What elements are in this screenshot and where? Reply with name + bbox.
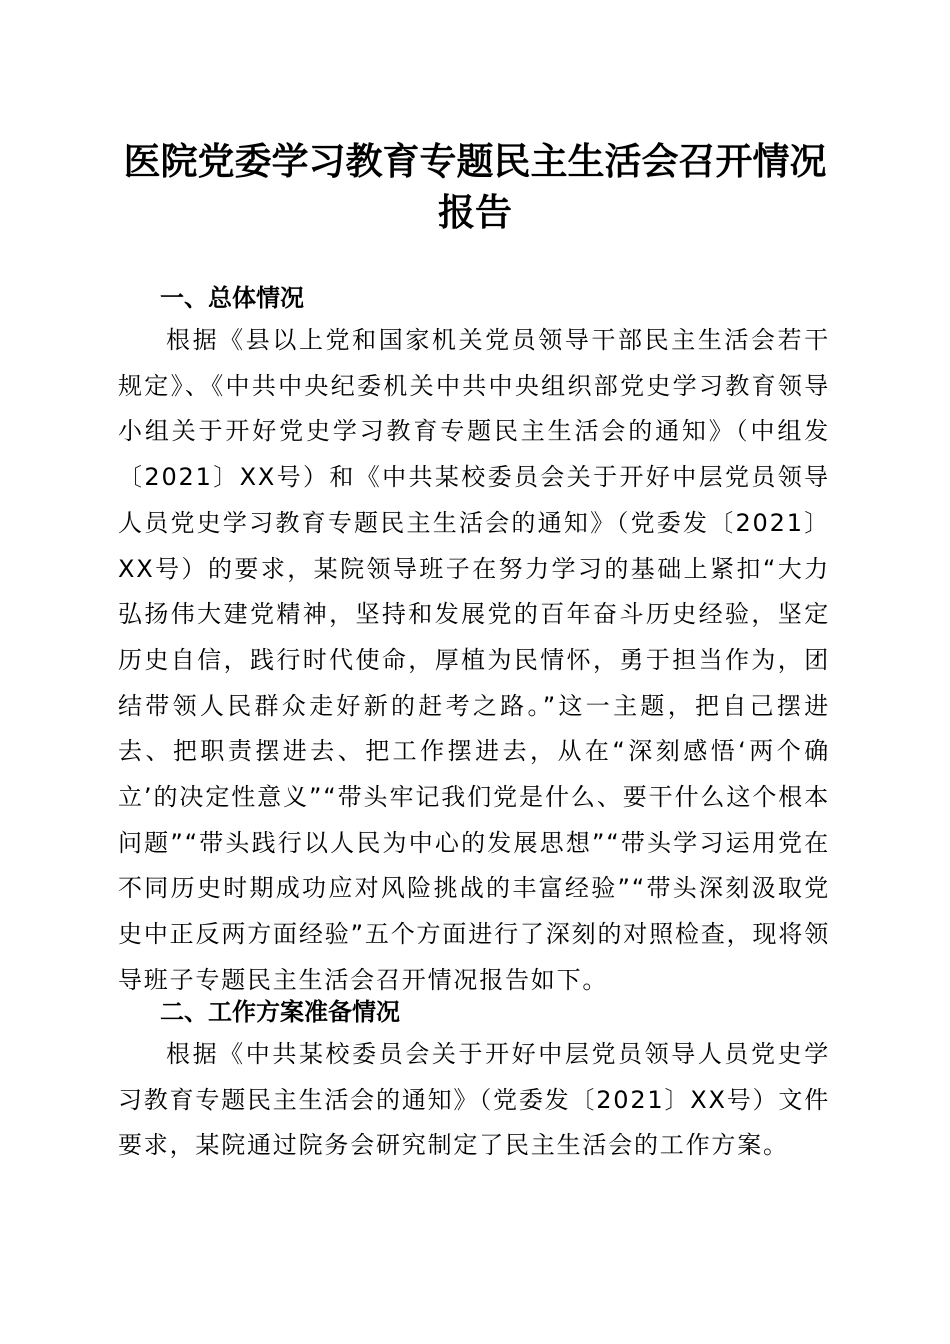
section-heading-overview: 一、总体情况	[160, 284, 304, 312]
section-paragraph-preparation: 根据《中共某校委员会关于开好中层党员领导人员党史学习教育专题民主生活会的通知》（党委发〔2021〕XX号）文件要求，某院通过院务会研究制定了民主生活会的工作方案。	[118, 1040, 830, 1160]
section-paragraph-overview: 根据《县以上党和国家机关党员领导干部民主生活会若干规定》、《中共中央纪委机关中共中央组织部党史学习教育领导小组关于开好党史学习教育专题民主生活会的通知》（中组发〔2021〕XX号）和《中共某校委员会关于开好中层党员领导人员党史学习教育专题民主生活会的通知》（党委发〔2021〕XX号）的要求，某院领导班子在努力学习的基础上紧扣“大力弘扬伟大建党精神，坚持和发展党的百年奋斗历史经验，坚定历史自信，践行时代使命，厚植为民情怀，勇于担当作为，团结带领人民群众走好新的赶考之路。”这一主题，把自己摆进去、把职责摆进去、把工作摆进去，从在“深刻感悟‘两个确立’的决定性意义”“带头牢记我们党是什么、要干什么这个根本问题”“带头践行以人民为中心的发展思想”“带头学习运用党在不同历史时期成功应对风险挑战的丰富经验”“带头深刻汲取党史中正反两方面经验”五个方面进行了深刻的对照检查，现将领导班子专题民主生活会召开情况报告如下。	[118, 326, 830, 994]
document-title: 医院党委学习教育专题民主生活会召开情况报告	[123, 139, 827, 234]
section-heading-preparation: 二、工作方案准备情况	[160, 998, 400, 1026]
